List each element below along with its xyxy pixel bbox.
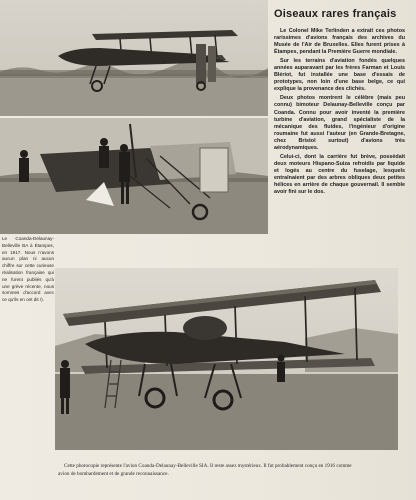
photo-crashed-biplane bbox=[0, 118, 268, 234]
article-paragraph: Deux photos montrent le célèbre (mais peu connu) bimoteur Delaunay-Belleville conçu par Coanda. Connu pour avoir inventé la première turbine d'aviation, grand spécialiste de la mécanique des fluides, l'ingénieur d'origine roumaine fut aussi l'auteur (en Grande-Bretagne, chez Bristol surtout) d'avions très aérodynamiques. bbox=[274, 95, 405, 151]
article-paragraph: Sur les terrains d'aviation fondés quelques années auparavant par les frères Farman et Louis Blériot, fut installée une base d'essais de prototypes, non loin d'une base belge, ce qui explique la provenance des clichés. bbox=[274, 58, 405, 93]
photo-coanda-biplane bbox=[55, 268, 398, 450]
article-body bbox=[274, 28, 405, 254]
article-paragraph: Le Colonel Mike Terlinden a extrait ces photos rarissimes d'avions français des archives du Musée de l'Air de Bruxelles. Elles furent prises à Étampes, pendant la Première Guerre mondiale. bbox=[274, 28, 405, 56]
photo-caption-left: Le Coanda-Delaunay-Belleville BA à Étampes, en 1917. Nous n'avons aucun plan ni aucun chiffre sur cette curieuse réalisation française qui ne furent publiés qu'à une grève récente, nous sommes d'accord avec ce qu'ils en ont dit !). bbox=[2, 236, 54, 303]
article-paragraph: Celui-ci, dont la carrière fut brève, possédait deux moteurs Hispano-Suiza refroidis par liquide et logés au centre du fuselage, lesquels entraînaient par des arbres obliques deux petites hélices en arrière de chaque gouvernail. Il semble avoir fini sur le dos. bbox=[274, 153, 405, 196]
photo-biplane-airfield bbox=[0, 0, 268, 116]
photo-caption-bottom: Cette photocopie représente l'avion Coanda-Delaunay-Belleville SIA. Il reste assez mystérieux. Il fut probablement conçu en 1916 comme avion de bombardement et de grande reconnaissance. bbox=[58, 463, 352, 477]
article-title: Oiseaux rares français bbox=[274, 8, 397, 20]
